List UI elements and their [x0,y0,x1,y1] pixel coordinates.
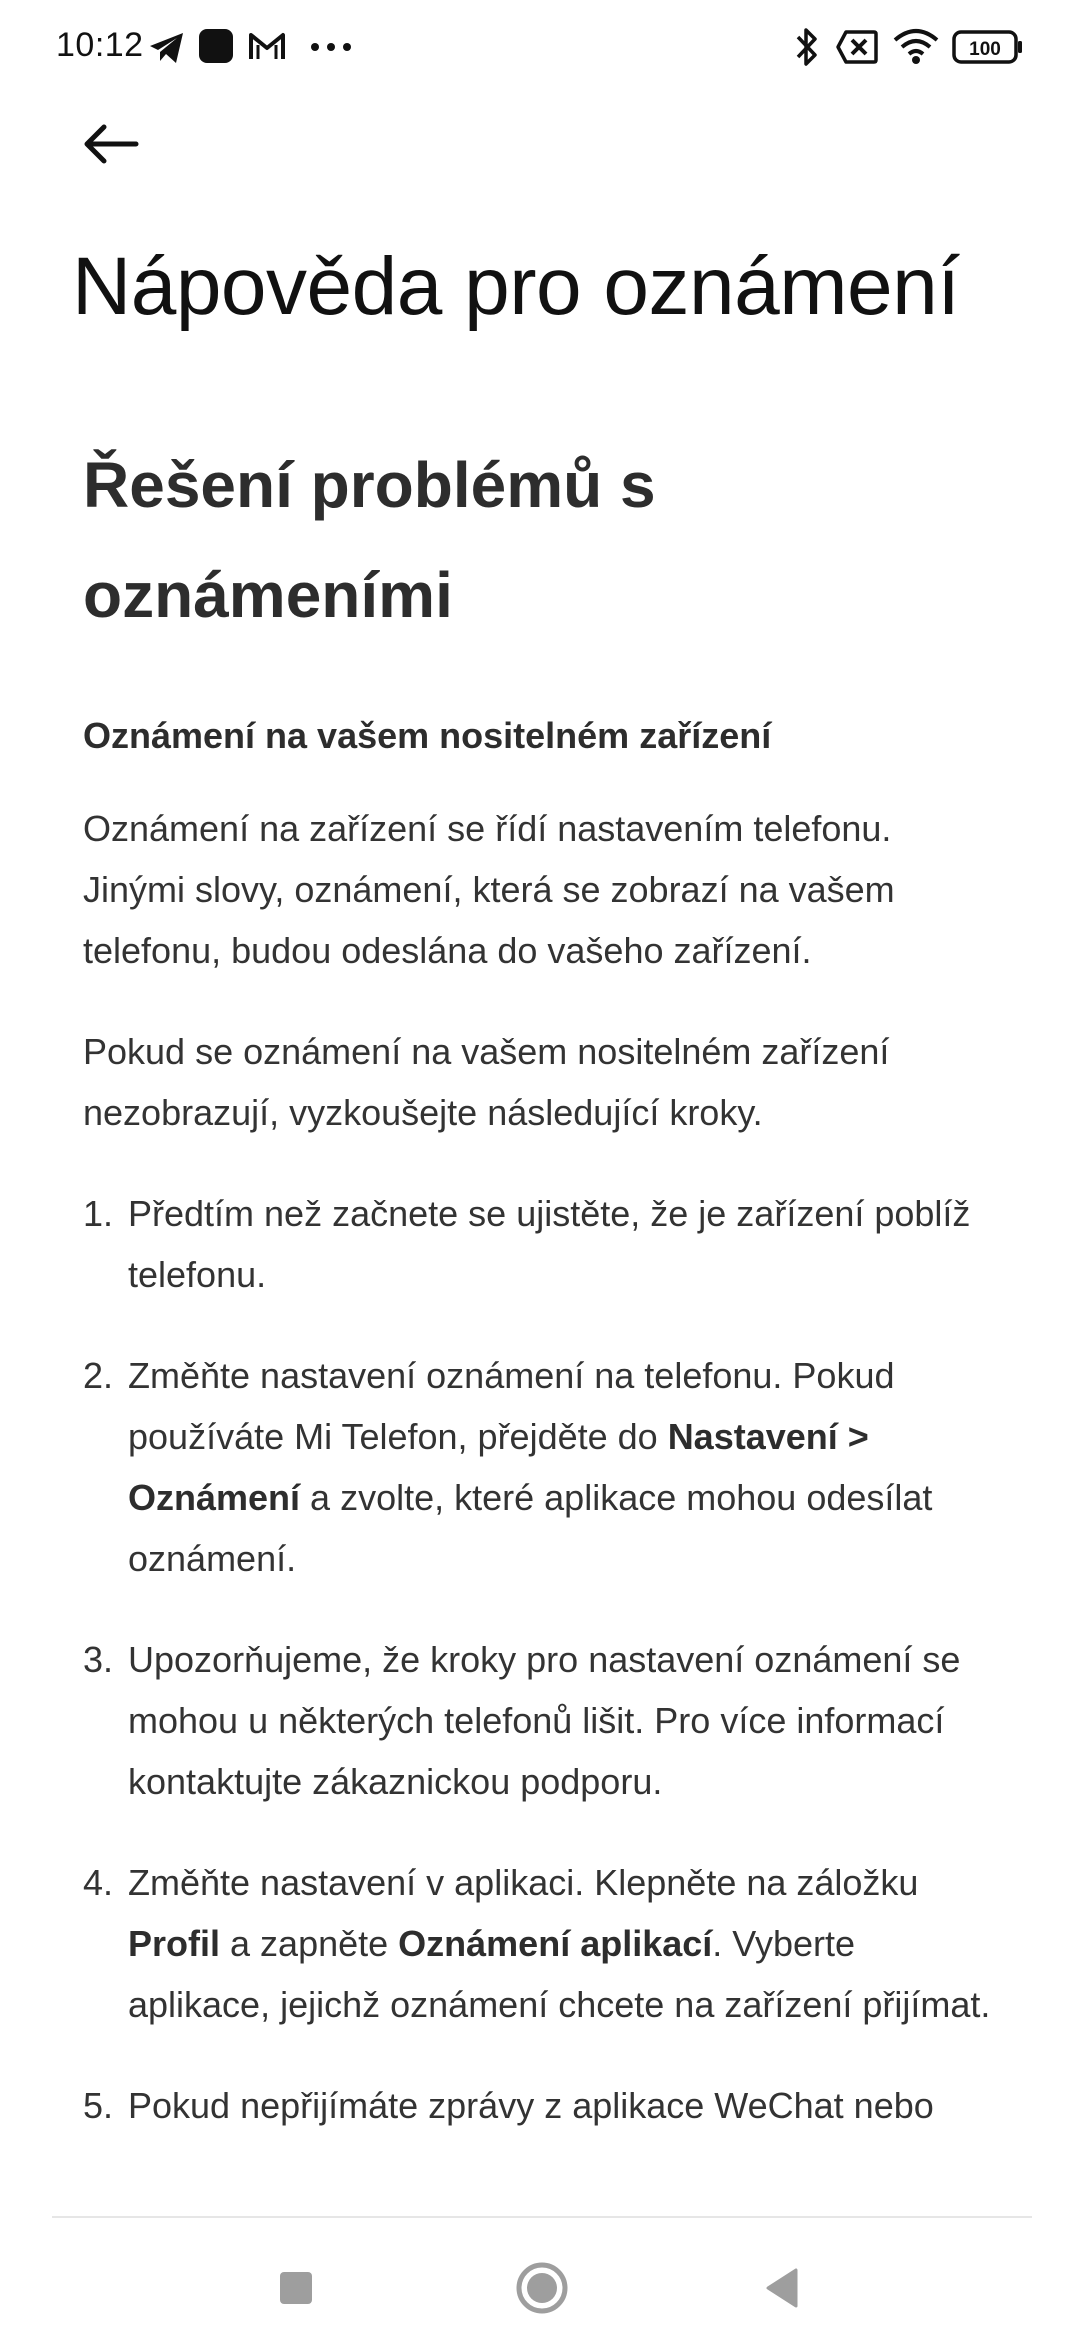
more-dots-icon [310,42,352,52]
step-text-bold: Oznámení aplikací [398,1923,713,1964]
battery-level: 100 [969,39,1001,60]
gmail-icon [248,31,286,61]
step-number: 4. [83,1862,114,1903]
page-title: Nápověda pro oznámení [72,241,960,332]
back-button[interactable] [70,112,150,176]
bluetooth-icon [794,26,820,68]
app-square-icon [198,28,234,64]
sim-no-signal-icon [836,30,878,64]
battery-icon [952,30,1024,64]
step-text: Upozorňujeme, že kroky pro nastavení oznámení se mohou u některých telefonů lišit. Pro více informací kontaktujte zákaznickou podporu. [128,1639,961,1802]
step-item [83,1183,998,1305]
article-heading: Řešení problémů s oznámeními [83,449,656,631]
recents-square-icon [272,2264,320,2312]
step-item [83,1852,998,2035]
status-bar [0,0,1080,96]
step-text: a zapněte [220,1923,399,1964]
troubleshooting-steps [83,1183,998,2136]
step-text: Změňte nastavení oznámení na telefonu. Pokud používáte Mi Telefon, přejděte do [128,1355,895,1457]
step-text-bold: Profil [128,1923,221,1964]
step-text: . Vyberte aplikace, jejichž oznámení chcete na zařízení přijímat. [128,1923,991,2025]
arrow-left-icon [70,112,150,176]
step-text: a zvolte, které aplikace mohou odesílat oznámení. [128,1477,933,1579]
step-number: 1. [83,1193,114,1234]
step-text-bold: Nastavení > Oznámení [128,1416,869,1518]
step-item [83,1629,998,1812]
step-number: 5. [83,2085,114,2126]
article-subheading: Oznámení na vašem nositelném zařízení [83,715,772,756]
status-time: 10:12 [56,26,144,64]
step-item [83,1345,998,1589]
article-paragraph-2: Pokud se oznámení na vašem nositelném zařízení nezobrazují, vyzkoušejte následující kroky. [83,1031,890,1133]
nav-back-button[interactable] [760,2264,808,2312]
step-number: 2. [83,1355,114,1396]
step-text: Předtím než začnete se ujistěte, že je zařízení poblíž telefonu. [128,1193,971,1295]
recents-button[interactable] [272,2264,320,2312]
back-triangle-icon [760,2264,808,2312]
step-text: Pokud nepřijímáte zprávy z aplikace WeChat nebo [128,2085,934,2126]
help-article [83,430,998,2176]
home-button[interactable] [514,2260,570,2316]
step-number: 3. [83,1639,114,1680]
wifi-icon [892,26,940,66]
system-nav-bar [0,2218,1080,2340]
step-text: Změňte nastavení v aplikaci. Klepněte na záložku [128,1862,919,1903]
telegram-icon [148,30,186,66]
home-circle-icon [514,2260,570,2316]
step-item [83,2075,998,2136]
article-paragraph-1: Oznámení na zařízení se řídí nastavením telefonu. Jinými slovy, oznámení, která se zobrazí na vašem telefonu, budou odeslána do vašeho zařízení. [83,808,895,971]
